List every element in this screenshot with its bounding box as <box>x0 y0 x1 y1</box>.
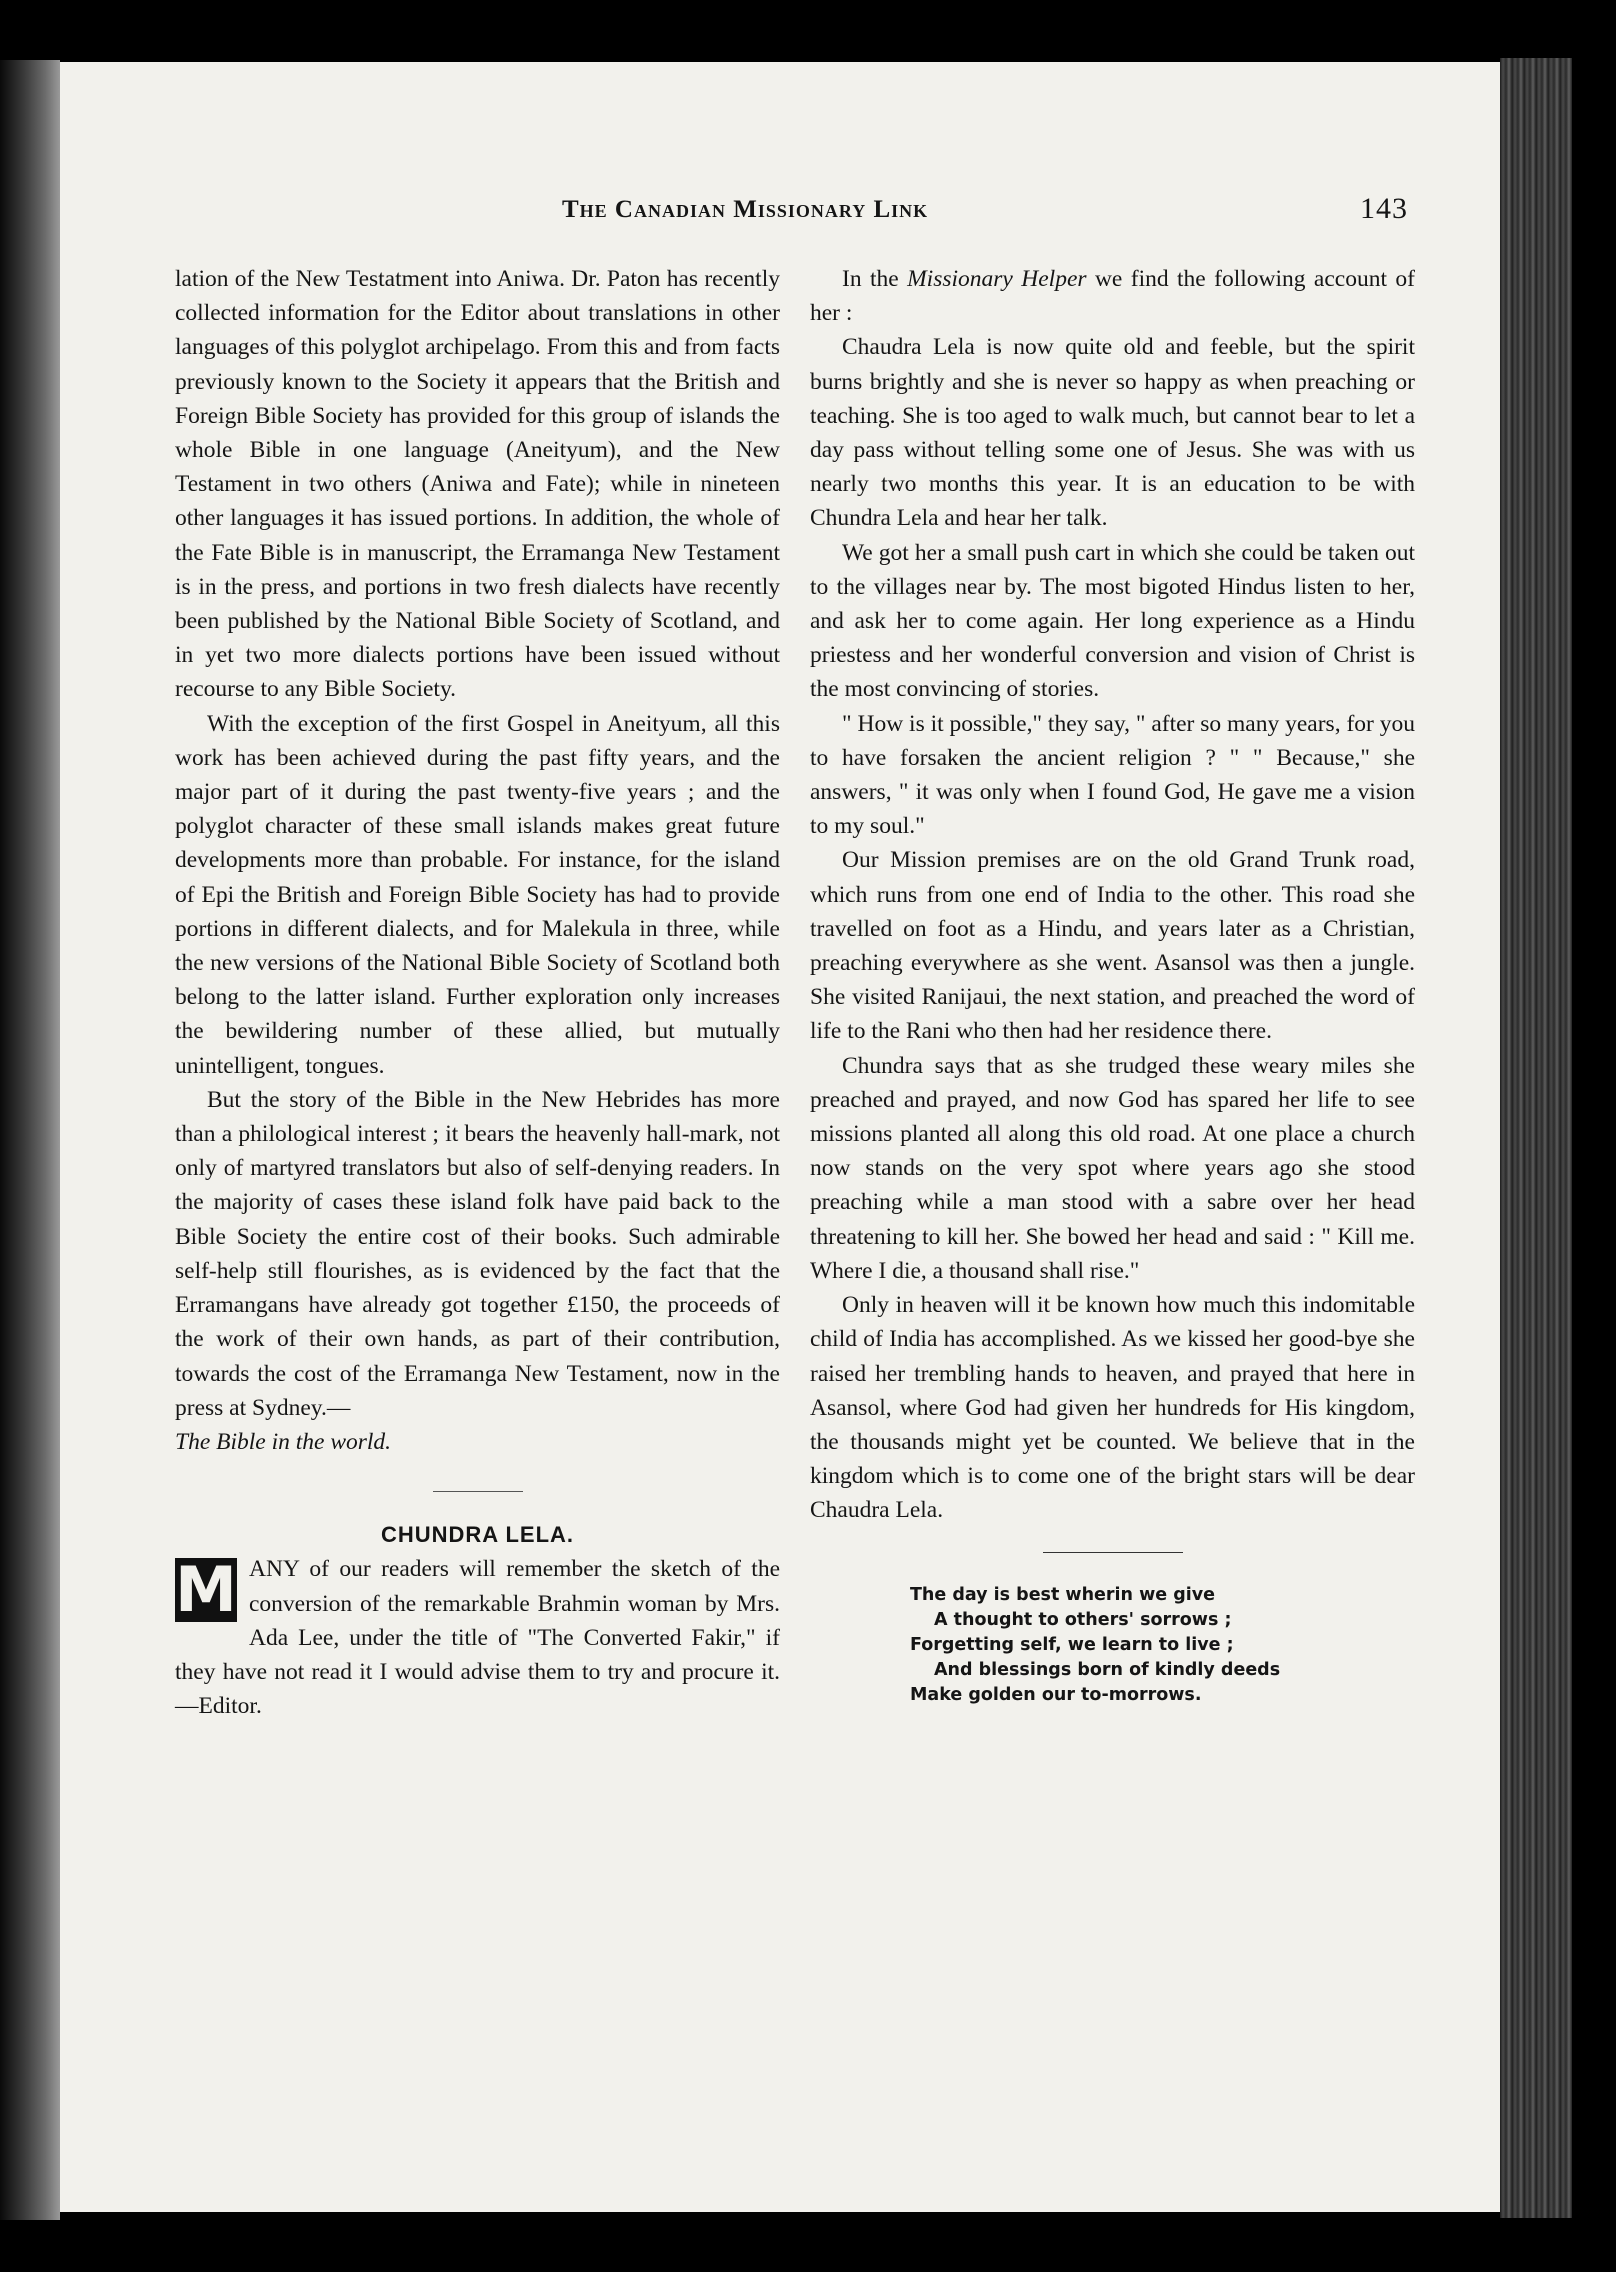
right-column <box>810 262 1415 1708</box>
intro-text: ANY of our readers will remember the sketch of the conversion of the remarkable Brahmin woman by Mrs. Ada Lee, under the title of "The Converted Fakir," if they have not read it I would advise them to try and procure it.—Editor. <box>175 1556 780 1720</box>
left-column <box>175 262 780 1723</box>
paragraph: But the story of the Bible in the New Hebrides has more than a philological interest ; it bears the heavenly hall-mark, not only of martyred translators but also of self-denying readers. In the majority of cases these island folk have paid back to the Bible Society the entire cost of their books. Such admirable self-help still flourishes, as is evidenced by the fact that the Erramangans have already got together £150, the proceeds of the work of their own hands, as part of their contribution, towards the cost of the Erramanga New Testament, now in the press at Sydney.— <box>175 1086 780 1421</box>
running-title: The Canadian Missionary Link <box>562 196 929 223</box>
paragraph: lation of the New Testatment into Aniwa. Dr. Paton has recently collected information for the Editor about translations in other languages of this polyglot archipelago. From this and from facts previously known to the Society it appears that the British and Foreign Bible Society has provided for this group of islands the whole Bible in one language (Aneityum), and the New Testament in two others (Aniwa and Fate); while in nineteen other languages it has issued portions. In addition, the whole of the Fate Bible is in manuscript, the Erramanga New Testament is in the press, and portions in two fresh dialects have recently been published by the National Bible Society of Scotland, and in yet two more dialects portions have been issued without recourse to any Bible Society. <box>175 266 780 703</box>
page-header <box>60 192 1500 236</box>
paragraph: " How is it possible," they say, " after so many years, for you to have forsaken the ancient religion ? " " Because," she answers, " it was only when I found God, He gave me a vision to my soul." <box>810 710 1415 840</box>
paragraph: Our Mission premises are on the old Grand Trunk road, which runs from one end of India to the other. This road she travelled on foot as a Hindu, and years later as a Christian, preaching everywhere as she went. Asansol was then a jungle. She visited Ranijaui, the next station, and preached the word of life to the Rani who then had her residence there. <box>810 847 1415 1045</box>
book-spine-left <box>0 60 60 2220</box>
paragraph: Chundra says that as she trudged these weary miles she preached and prayed, and now God has spared her life to see missions planted all along this old road. At one place a church now stands on the very spot where years ago she stood preaching while a man stood with a sabre over her head threatening to kill her. She bowed her head and said : " Kill me. Where I die, a thousand shall rise." <box>810 1052 1415 1284</box>
drop-cap: M <box>175 1553 237 1627</box>
book-page <box>60 62 1500 2212</box>
source-credit: The Bible in the world. <box>175 1428 392 1455</box>
paragraph: Chaudra Lela is now quite old and feeble, but the spirit burns brightly and she is never so happy as when preaching or teaching. She is too aged to walk much, but cannot bear to let a day pass without telling some one of Jesus. She was with us nearly two months this year. It is an education to be with Chundra Lela and hear her talk. <box>810 334 1415 532</box>
poem-line: The day is best wherin we give <box>910 1584 1216 1605</box>
section-divider <box>433 1491 523 1492</box>
section-divider <box>1043 1552 1183 1553</box>
poem-line: And blessings born of kindly deeds <box>934 1659 1281 1680</box>
poem-line: Make golden our to-morrows. <box>910 1684 1202 1705</box>
intro-paragraph <box>175 1552 780 1723</box>
page-number: 143 <box>1360 192 1408 225</box>
article-title: CHUNDRA LELA. <box>380 1522 575 1548</box>
poem <box>910 1583 1415 1708</box>
text-run: In the <box>842 266 908 292</box>
paragraph: Only in heaven will it be known how much this indomitable child of India has accomplished. As we kissed her good-bye she raised her trembling hands to heaven, and prayed that here in Asansol, where God had given her hundreds for His kingdom, the thousands might yet be counted. We believe that in the kingdom which is to come one of the bright stars will be dear Chaudra Lela. <box>810 1292 1415 1524</box>
paragraph <box>810 262 1415 330</box>
periodical-title: Missionary Helper <box>907 266 1087 292</box>
paragraph: With the exception of the first Gospel in Aneityum, all this work has been achieved during the past fifty years, and the major part of it during the past twenty-five years ; and the polyglot character of these small islands makes great future developments more than probable. For instance, for the island of Epi the British and Foreign Bible Society has had to provide portions in different dialects, and for Malekula in three, while the new versions of the National Bible Society of Scotland both belong to the latter island. Further exploration only increases the bewildering number of these allied, but mutually unintelligent, tongues. <box>175 710 780 1079</box>
text-run: we find the following account of her : <box>810 266 1415 327</box>
poem-line: A thought to others' sorrows ; <box>934 1609 1232 1630</box>
poem-line: Forgetting self, we learn to live ; <box>910 1634 1234 1655</box>
paragraph: We got her a small push cart in which she could be taken out to the villages near by. The most bigoted Hindus listen to her, and ask her to come again. Her long experience as a Hindu priestess and her wonderful conversion and vision of Christ is the most convincing of stories. <box>810 539 1415 703</box>
page-edges-right <box>1500 58 1572 2218</box>
